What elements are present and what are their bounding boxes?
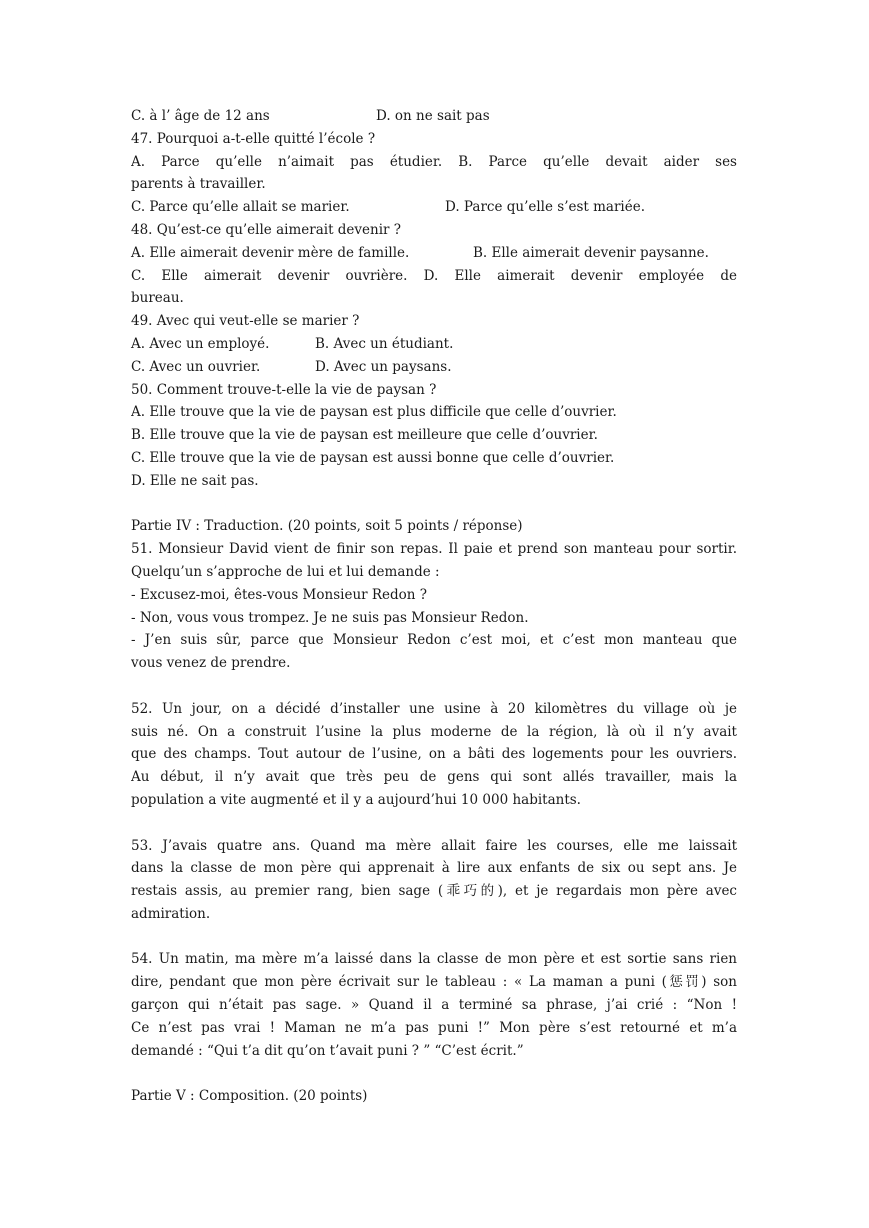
passage-53 [131,835,737,926]
q49-option-a: A. Avec un employé. [131,335,270,352]
passage-line: Quelqu’un s’approche de lui et lui demande : [131,563,440,580]
q49-option-b: B. Avec un étudiant. [315,335,454,352]
q49-question: 49. Avec qui veut-elle se marier ? [131,313,360,330]
q46-option-c: C. à l’ âge de 12 ans [131,108,270,124]
passage-line: vous venez de prendre. [131,655,291,672]
passage-line: garçon qui n’était pas sage. » Quand il a terminé sa phrase, j’ai crié : “Non ! [131,997,737,1014]
passage-line: - J’en suis sûr, parce que Monsieur Redon c’est moi, et c’est mon manteau que [131,632,737,649]
passage-line: Au début, il n’y avait que très peu de gens qui sont allés travailler, mais la [131,769,737,786]
passage-line: 52. Un jour, on a décidé d’installer une usine à 20 kilomètres du village où je [131,700,737,717]
passage-54 [131,948,737,1062]
passage-line: 53. J’avais quatre ans. Quand ma mère allait faire les courses, elle me laissait [131,837,737,854]
q48-options-cd-line1: C. Elle aimerait devenir ouvrière. D. Elle aimerait devenir employée de [131,267,737,284]
q48-options-cd-line2: bureau. [131,290,184,307]
q47-options-ab-line1: A. Parce qu’elle n’aimait pas étudier. B. Parce qu’elle devait aider ses [131,153,737,170]
passage-line: admiration. [131,905,211,922]
passage-line: 54. Un matin, ma mère m’a laissé dans la classe de mon père et est sortie sans rien [131,951,737,968]
q50-question: 50. Comment trouve-t-elle la vie de paysan ? [131,381,437,398]
passage-line: demandé : “Qui t’a dit qu’on t’avait puni ? ” “C’est écrit.” [131,1042,524,1059]
passage-line: population a vite augmenté et il y a aujourd’hui 10 000 habitants. [131,791,581,808]
q48-options-ab [131,242,737,265]
q47-options-ab-line2: parents à travailler. [131,176,266,193]
q49-options-ab [131,333,737,356]
q48-option-b: B. Elle aimerait devenir paysanne. [473,244,709,261]
q47-option-d: D. Parce qu’elle s’est mariée. [445,199,646,216]
q50-option-a: A. Elle trouve que la vie de paysan est plus difficile que celle d’ouvrier. [131,404,617,421]
q46-option-d: D. on ne sait pas [376,108,490,124]
q49-options-cd [131,356,737,379]
part4-title: Partie IV : Traduction. (20 points, soit 5 points / réponse) [131,518,523,535]
q50-option-b: B. Elle trouve que la vie de paysan est meilleure que celle d’ouvrier. [131,427,598,444]
passage-52 [131,698,737,812]
passage-line: restais assis, au premier rang, bien sage (乖巧的), et je regardais mon père avec [131,883,737,900]
q50-option-c: C. Elle trouve que la vie de paysan est aussi bonne que celle d’ouvrier. [131,449,615,466]
passage-line: dire, pendant que mon père écrivait sur le tableau : « La maman a puni (惩罚) son [131,974,737,991]
passage-line: dans la classe de mon père qui apprenait à lire aux enfants de six ou sept ans. Je [131,860,737,877]
q47-option-c: C. Parce qu’elle allait se marier. [131,199,350,216]
q49-option-d: D. Avec un paysans. [315,358,452,375]
passage-51 [131,538,737,675]
q46-options-cd [131,105,737,128]
part5-title: Partie V : Composition. (20 points) [131,1088,368,1105]
passage-line: suis né. On a construit l’usine la plus moderne de la région, là où il n’y avait [131,723,737,740]
passage-line: que des champs. Tout autour de l’usine, on a bâti des logements pour les ouvriers. [131,746,737,763]
passage-line: 51. Monsieur David vient de finir son repas. Il paie et prend son manteau pour sortir. [131,541,737,558]
q49-option-c: C. Avec un ouvrier. [131,358,261,375]
passage-line: Ce n’est pas vrai ! Maman ne m’a pas puni !” Mon père s’est retourné et m’a [131,1019,737,1036]
q48-question: 48. Qu’est-ce qu’elle aimerait devenir ? [131,221,402,238]
passage-line: - Excusez-moi, êtes-vous Monsieur Redon ? [131,586,428,603]
q48-option-a: A. Elle aimerait devenir mère de famille. [131,244,410,261]
passage-line: - Non, vous vous trompez. Je ne suis pas Monsieur Redon. [131,609,529,626]
q47-options-cd [131,196,737,219]
q47-question: 47. Pourquoi a-t-elle quitté l’école ? [131,130,376,147]
exam-page [131,105,737,1108]
q50-option-d: D. Elle ne sait pas. [131,472,259,489]
